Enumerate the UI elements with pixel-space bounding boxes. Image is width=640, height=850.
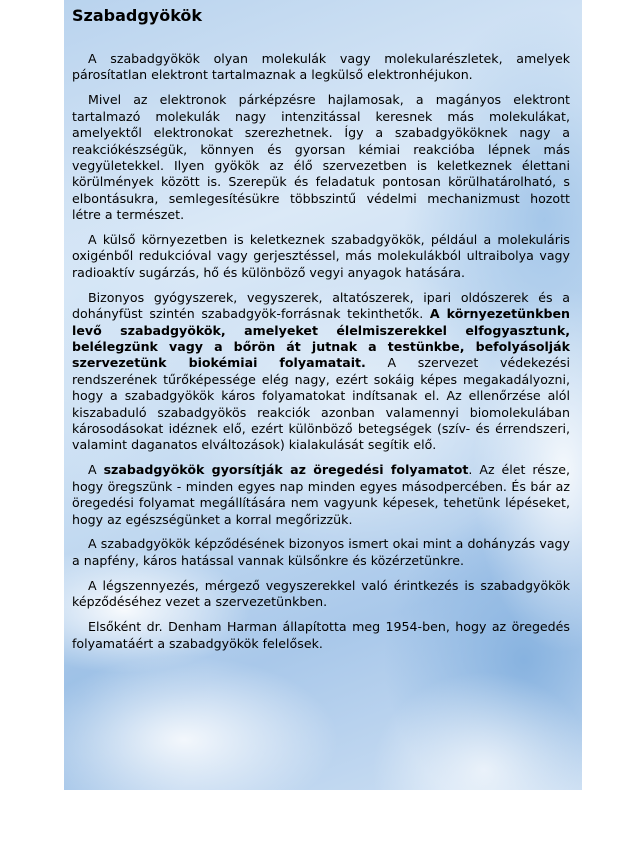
- paragraph-external-sources: A külső környezetben is keletkeznek szabadgyökök, például a molekuláris oxigénből redukcióval vagy gerjesztéssel, más molekulákból ultraibolya vagy radioaktív sugárzás, hő és különböző vegyi anyagok hatására.: [72, 232, 570, 280]
- paragraph-chemical-sources: [72, 290, 570, 454]
- paragraph-smoking-sunlight: A szabadgyökök képződésének bizonyos ismert okai mint a dohányzás vagy a napfény, káros hatással vannak külsőnkre és közérzetünkre.: [72, 536, 570, 568]
- bold-emphasis: szabadgyökök gyorsítják az öregedési folyamatot: [103, 462, 469, 478]
- paragraph-electron-pairing: Mivel az elektronok párképzésre hajlamosak, a magányos elektront tartalmazó molekulák nagy intenzitással keresnek más molekulákat, amelyektől elektronokat szerezhetnek. Így a szabadgyököknek nagy a reakciókészségük, könnyen és gyorsan kémiai reakcióba lépnek más vegyületekkel. Ilyen gyökök az élő szervezetben is keletkeznek élettani körülmények között is. Szerepük és feladatuk pontosan körülhatárolható, s elbontásukra, semlegesítésükre többszintű védelmi mechanizmust hozott létre a természet.: [72, 92, 570, 223]
- article-body: [72, 51, 570, 660]
- paragraph-text: . Az élet része, hogy öregszünk - minden egyes nap minden egyes másodpercében. És bár az öregedési folyamat megállítására nem vagyunk képesek, tehetünk lépéseket, hogy az egészségünket a korral megőrizzük.: [72, 462, 570, 527]
- paragraph-pollution: A légszennyezés, mérgező vegyszerekkel való érintkezés is szabadgyökök képződéséhez vezet a szervezetünkben.: [72, 577, 570, 610]
- paragraph-definition: A szabadgyökök olyan molekulák vagy molekularészletek, amelyek párosítatlan elektront tartalmaznak a legkülső elektronhéjukon.: [72, 51, 570, 83]
- paragraph-text: Bizonyos gyógyszerek, vegyszerek, altatószerek, ipari oldószerek és a dohányfüst szintén szabadgyök-forrásnak tekinthetők.: [72, 289, 570, 322]
- page-title: Szabadgyökök: [72, 6, 203, 25]
- paragraph-aging: [72, 462, 570, 528]
- document-page: [64, 0, 582, 790]
- paragraph-harman: Elsőként dr. Denham Harman állapította meg 1954-ben, hogy az öregedés folyamatáért a szabadgyökök felelősek.: [72, 619, 570, 651]
- paragraph-text: A szervezet védekezési rendszerének tűrőképessége elég nagy, ezért sokáig képes megakadályozni, hogy a szabadgyökök káros folyamatokat indítsanak el. Az ellenőrzése alól kiszabaduló szabadgyökös reakciók azonban valamennyi biomolekulában károsodásokat idéznek elő, ezért különböző betegségek (szív- és érrendszeri, valamint daganatos elváltozások) kialakulását segítik elő.: [72, 355, 570, 453]
- paragraph-text: A: [88, 462, 104, 478]
- bold-emphasis: A környezetünkben levő szabadgyökök, amelyeket élelmiszerekkel elfogyasztunk, belélegzünk vagy a bőrön át jutnak a testünkbe, befolyásolják szervezetünk biokémiai folyamatait.: [72, 306, 570, 371]
